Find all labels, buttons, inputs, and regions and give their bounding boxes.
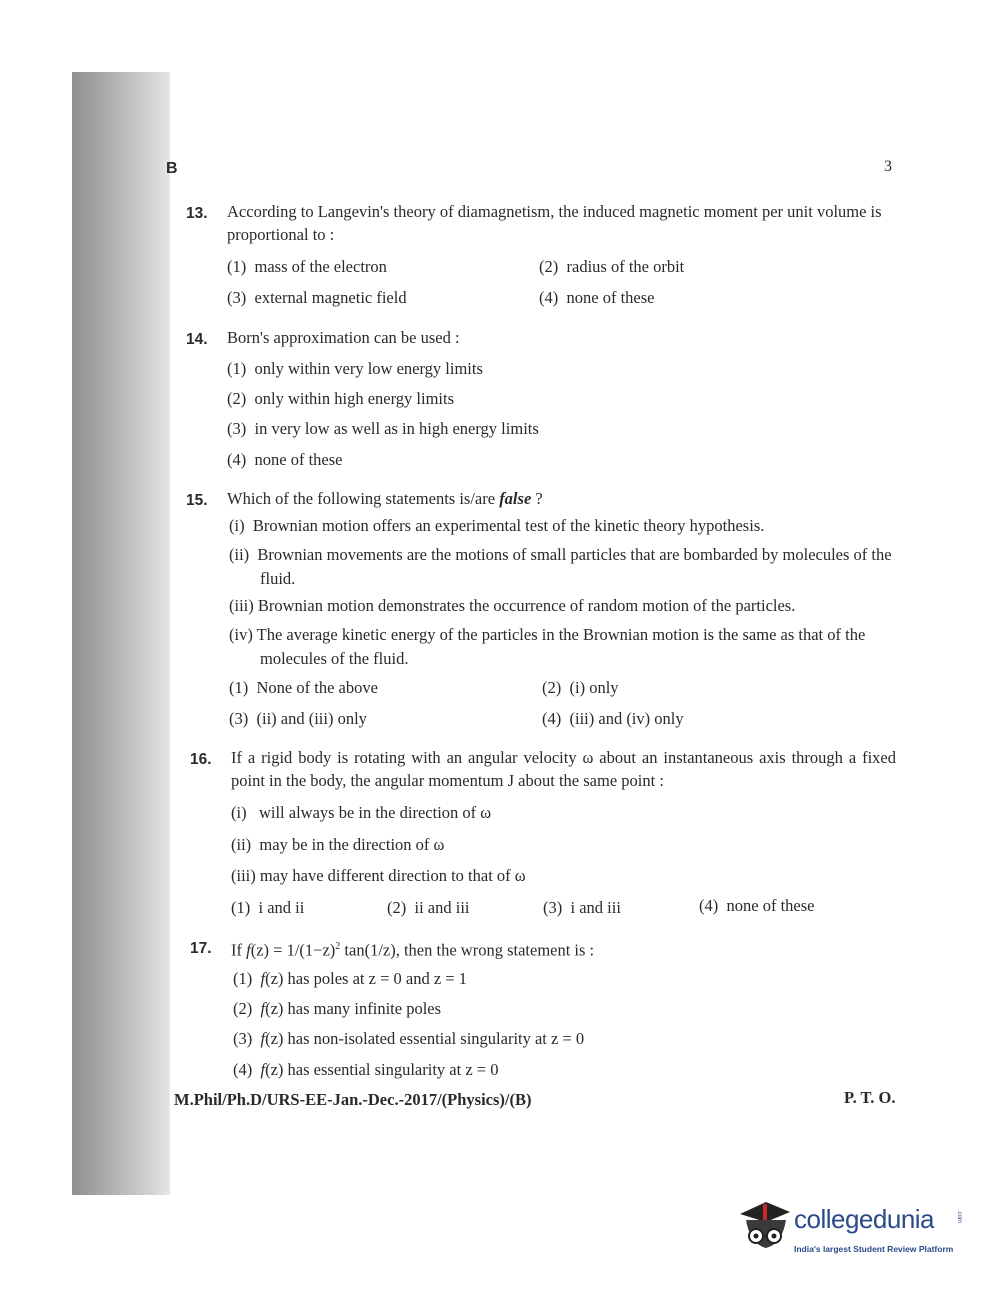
mascot-icon [736,1196,792,1256]
question-number: 13. [186,205,208,222]
option-13-4: (4) none of these [539,288,655,307]
emphasis-false: false [499,489,532,508]
option-16-4: (4) none of these [699,896,815,915]
question-number: 14. [186,331,208,348]
collegedunia-logo [736,1196,966,1266]
question-number: 17. [190,940,212,957]
statement-15-iv: (iv) The average kinetic energy of the particles in the Brownian motion is the same as that of the molecules of the fluid. [229,625,866,668]
statement-16-i: (i) will always be in the direction of ω [231,803,492,822]
option-15-2: (2) (i) only [542,678,619,697]
question-16 [190,746,896,792]
statement-16-ii: (ii) may be in the direction of ω [231,835,445,854]
exam-code: M.Phil/Ph.D/URS-EE-Jan.-Dec.-2017/(Physics)/(B) [174,1090,532,1109]
option-14-2: (2) only within high energy limits [227,389,455,408]
option-13-2: (2) radius of the orbit [539,257,685,276]
question-text: Born's approximation can be used : [227,328,460,347]
statement-15-i: (i) Brownian motion offers an experimental test of the kinetic theory hypothesis. [229,516,765,535]
question-13 [186,200,896,246]
question-text: Which of the following statements is/are false ? [227,489,543,508]
option-17-1: (1) f(z) has poles at z = 0 and z = 1 [233,969,467,988]
question-17 [190,935,896,962]
question-text: According to Langevin's theory of diamagnetism, the induced magnetic moment per unit volume is proportional to : [227,202,882,244]
option-13-3: (3) external magnetic field [227,288,407,307]
brand-suffix: .com [956,1210,962,1224]
brand-name: collegedunia [794,1204,935,1234]
question-number: 15. [186,492,208,509]
option-17-2: (2) f(z) has many infinite poles [233,999,442,1018]
question-14 [186,326,896,349]
option-14-1: (1) only within very low energy limits [227,359,483,378]
statement-15-ii: (ii) Brownian movements are the motions of small particles that are bombarded by molecules of the fluid. [229,545,892,588]
set-letter: B [166,160,178,177]
question-number: 16. [190,751,212,768]
statement-15-iii: (iii) Brownian motion demonstrates the occurrence of random motion of the particles. [229,596,796,615]
option-16-1: (1) i and ii [231,898,305,917]
question-text: If a rigid body is rotating with an angular velocity ω about an instantaneous axis through a fixed point in the body, the angular momentum J about the same point : [231,748,896,790]
option-15-4: (4) (iii) and (iv) only [542,709,684,728]
option-15-1: (1) None of the above [229,678,378,697]
brand-tagline: India's largest Student Review Platform [794,1244,954,1254]
question-15 [186,487,896,510]
option-17-3: (3) f(z) has non-isolated essential singularity at z = 0 [233,1029,585,1048]
option-13-1: (1) mass of the electron [227,257,387,276]
option-17-4: (4) f(z) has essential singularity at z = 0 [233,1060,499,1079]
option-16-3: (3) i and iii [543,898,621,917]
pto-label: P. T. O. [844,1088,896,1107]
question-text: If $f(z) = 1/(1-z)^2$ tan(1/z), then the wrong statement is : [231,940,595,960]
option-15-3: (3) (ii) and (iii) only [229,709,367,728]
page-number: 3 [884,158,892,175]
option-14-3: (3) in very low as well as in high energy limits [227,419,539,438]
statement-16-iii: (iii) may have different direction to that of ω [231,866,526,885]
option-14-4: (4) none of these [227,450,343,469]
option-16-2: (2) ii and iii [387,898,470,917]
